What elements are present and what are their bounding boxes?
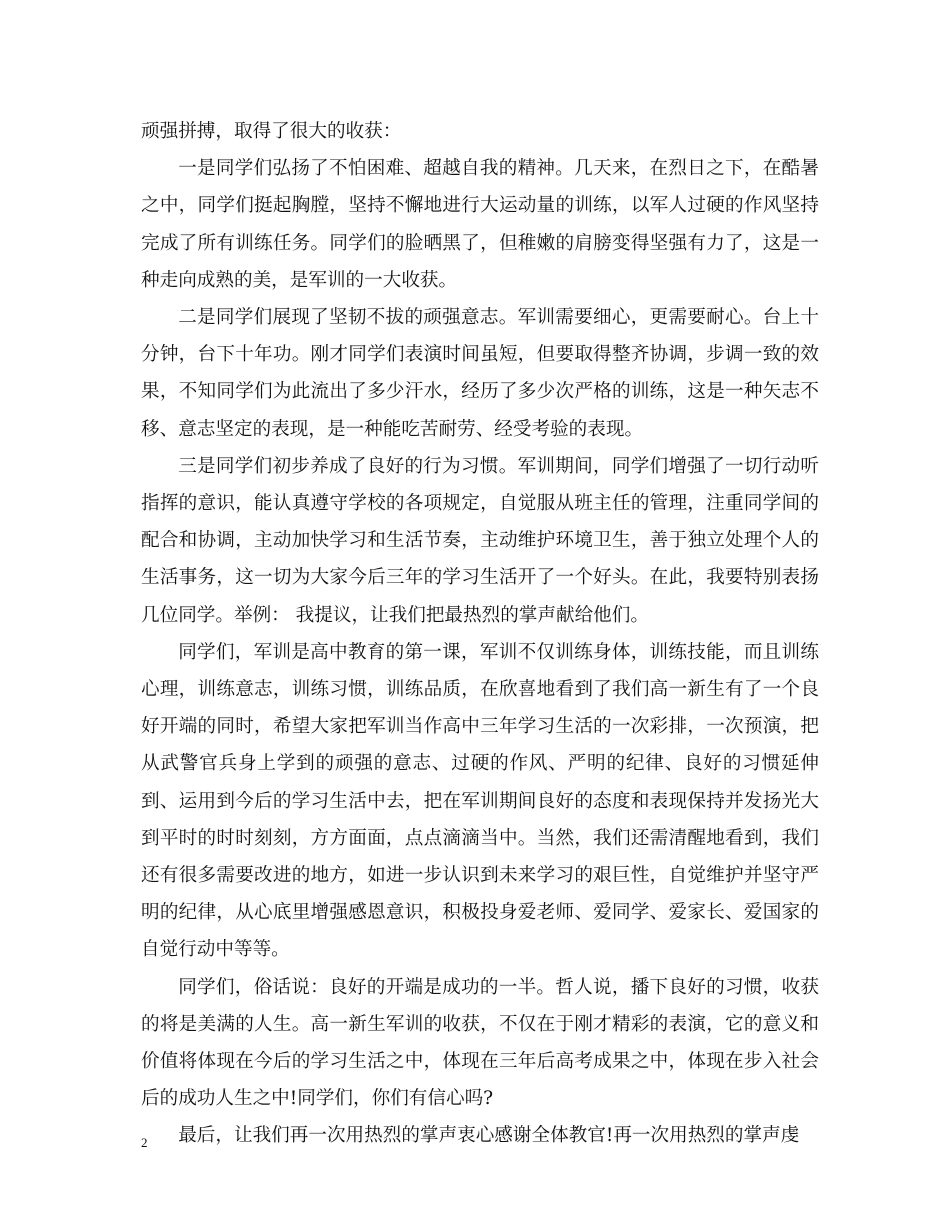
document-body [141, 113, 819, 1155]
page-number: 2 [141, 1135, 148, 1150]
paragraph-5: 同学们，军训是高中教育的第一课，军训不仅训练身体，训练技能，而且训练心理，训练意志，训练习惯，训练品质，在欣喜地看到了我们高一新生有了一个良好开端的同时，希望大家把军训当作高中三年学习生活的一次彩排，一次预演，把从武警官兵身上学到的顽强的意志、过硬的作风、严明的纪律、良好的习惯延伸到、运用到今后的学习生活中去，把在军训期间良好的态度和表现保持并发扬光大到平时的时时刻刻，方方面面，点点滴滴当中。当然，我们还需清醒地看到，我们还有很多需要改进的地方，如进一步认识到未来学习的艰巨性，自觉维护并坚守严明的纪律，从心底里增强感恩意识，积极投身爱老师、爱同学、爱家长、爱国家的自觉行动中等等。 [141, 641, 819, 961]
paragraph-3: 二是同学们展现了坚韧不拔的顽强意志。军训需要细心，更需要耐心。台上十分钟，台下十年功。刚才同学们表演时间虽短，但要取得整齐协调，步调一致的效果，不知同学们为此流出了多少汗水，经历了多少次严格的训练，这是一种矢志不移、意志坚定的表现，是一种能吃苦耐劳、经受考验的表现。 [141, 307, 819, 440]
paragraph-2: 一是同学们弘扬了不怕困难、超越自我的精神。几天来，在烈日之下，在酷暑之中，同学们挺起胸膛，坚持不懈地进行大运动量的训练，以军人过硬的作风坚持完成了所有训练任务。同学们的脸晒黑了，但稚嫩的肩膀变得坚强有力了，这是一种走向成熟的美，是军训的一大收获。 [141, 158, 819, 291]
paragraph-6: 同学们，俗话说：良好的开端是成功的一半。哲人说，播下良好的习惯，收获的将是美满的人生。高一新生军训的收获，不仅在于刚才精彩的表演，它的意义和价值将体现在今后的学习生活之中，体现在三年后高考成果之中，体现在步入社会后的成功人生之中!同学们，你们有信心吗? [141, 976, 819, 1110]
paragraph-4: 三是同学们初步养成了良好的行为习惯。军训期间，同学们增强了一切行动听指挥的意识，能认真遵守学校的各项规定，自觉服从班主任的管理，注重同学间的配合和协调，主动加快学习和生活节奏，主动维护环境卫生，善于独立处理个人的生活事务，这一切为大家今后三年的学习生活开了一个好头。在此，我要特别表扬几位同学。举例： 我提议，让我们把最热烈的掌声献给他们。 [141, 455, 819, 626]
paragraph-1: 顽强拼搏，取得了很大的收获： [141, 121, 402, 142]
paragraph-7: 最后，让我们再一次用热烈的掌声衷心感谢全体教官!再一次用热烈的掌声虔 [178, 1125, 800, 1147]
